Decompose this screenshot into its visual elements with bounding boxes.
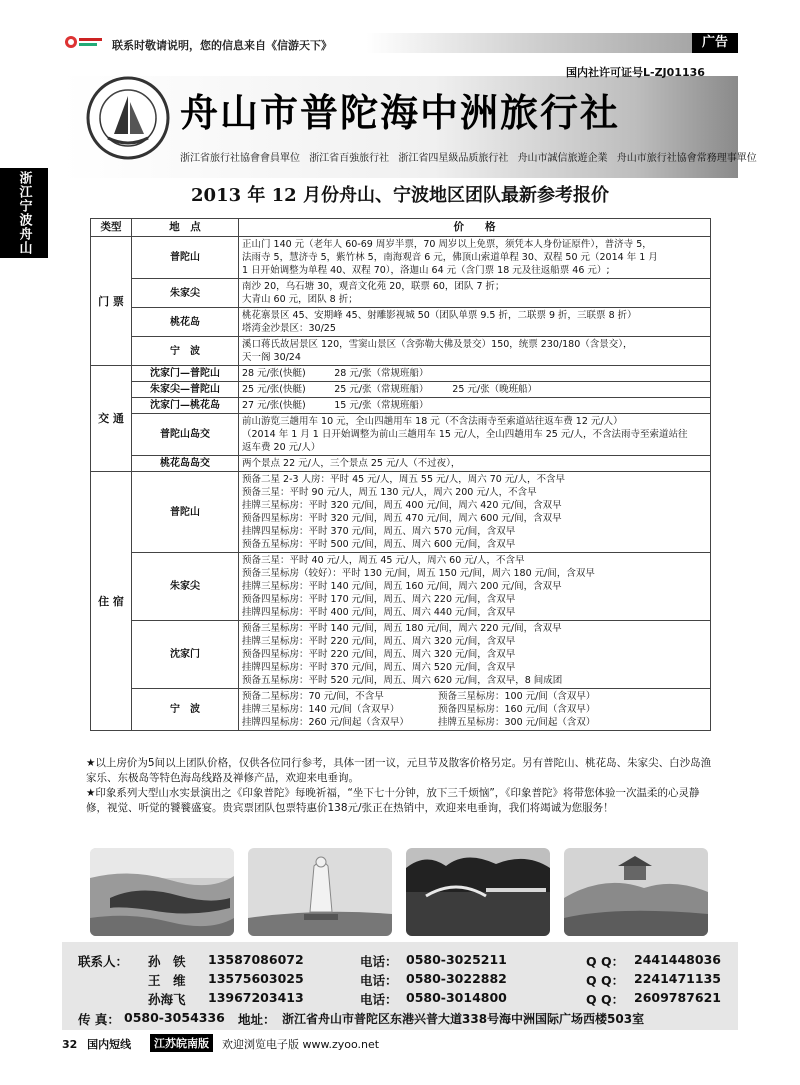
category-cell: 门 票 <box>91 237 132 366</box>
header-type: 类型 <box>91 219 132 237</box>
location-cell: 桃花岛岛交 <box>132 456 239 472</box>
price-line: 27 元/张(快艇) 15 元/张（常规班船） <box>242 400 429 411</box>
location-cell: 普陀山 <box>132 237 239 279</box>
price-cell <box>239 237 711 279</box>
table-row <box>91 621 711 689</box>
phone-label: 电话： <box>360 954 398 969</box>
table-row <box>91 382 711 398</box>
publication-logo <box>64 34 104 50</box>
price-line: 塔湾金沙景区：30/25 <box>242 323 336 334</box>
price-cell <box>239 472 711 553</box>
contact-qq: 2609787621 <box>634 990 721 1005</box>
photo-bridge-lake <box>406 848 550 936</box>
table-row <box>91 553 711 621</box>
company-name: 舟山市普陀海中洲旅行社 <box>180 90 621 135</box>
price-cell <box>239 398 711 414</box>
location-cell: 普陀山 <box>132 472 239 553</box>
price-line: 预备三星：平时 90 元/人，周五 130 元/人，周六 200 元/人，不含早 <box>242 487 537 498</box>
location-cell: 普陀山岛交 <box>132 414 239 456</box>
contact-qq: 2241471135 <box>634 971 721 986</box>
table-row <box>91 472 711 553</box>
note-paragraph: ★印象系列大型山水实景演出之《印象普陀》每晚祈福，“坐下七十分钟，放下三千烦恼”，《印象普陀》将带您体验一次温柔的心灵静修，视觉、听觉的饕餮盛宴。贵宾票团队包票特惠价138元/张正在热销中，欢迎来电垂询，我们将竭诚为您服务！ <box>86 787 700 814</box>
logo-mark-icon <box>64 34 104 50</box>
price-line: 预备四星标房：平时 320 元/间，周五 470 元/间，周六 600 元/间，含双早 <box>242 513 562 524</box>
price-line: 预备三星标房：平时 140 元/间，周五 180 元/间，周六 220 元/间，含双早 <box>242 623 562 634</box>
affiliation-item: 舟山市旅行社協會常務理事單位 <box>616 153 757 164</box>
affiliation-item: 浙江省百強旅行社 <box>309 153 390 164</box>
photo-strip <box>90 848 710 938</box>
contact-phone: 0580-3025211 <box>406 952 507 967</box>
photo-temple-hill <box>564 848 708 936</box>
affiliation-item: 浙江省旅行社協會會員單位 <box>180 153 300 164</box>
price-cell <box>239 279 711 308</box>
price-cell <box>239 621 711 689</box>
contact-mobile: 13587086072 <box>208 952 304 967</box>
page-footer <box>62 1036 131 1052</box>
qq-label: Q Q： <box>586 954 625 969</box>
table-row <box>91 237 711 279</box>
price-line: 前山游览三趟用车 10 元，全山四趟用车 18 元（不含法雨寺至索道站往返车费 12 元/人） <box>242 416 623 427</box>
notes <box>86 756 716 816</box>
price-line: 正山门 140 元（老年人 60-69 周岁半票，70 周岁以上免票，须凭本人身份证原件），普济寺 5， <box>242 239 652 250</box>
price-cell <box>239 414 711 456</box>
price-item: 预备四星标房：160 元/间（含双早） <box>438 704 596 715</box>
price-line: 挂牌三星标房：平时 320 元/间，周五 400 元/间，周六 420 元/间，含双早 <box>242 500 562 511</box>
phone-label: 电话： <box>360 973 398 988</box>
price-table <box>90 218 711 731</box>
price-cell <box>239 382 711 398</box>
price-item: 预备二星标房：70 元/间，不含早 <box>242 691 384 702</box>
contact-name: 王 维 <box>148 973 186 988</box>
price-line <box>242 690 707 703</box>
price-item: 挂牌五星标房：300 元/间起（含双） <box>438 717 596 728</box>
price-line: 预备五星标房：平时 520 元/间，周五、周六 620 元/间，含双早，8 间成团 <box>242 675 563 686</box>
license-number: 国内社许可证号L-ZJ01136 <box>566 66 705 79</box>
contact-phone: 0580-3022882 <box>406 971 507 986</box>
fax-label: 传 真： <box>78 1012 120 1027</box>
qq-label: Q Q： <box>586 992 625 1007</box>
ad-label: 广告 <box>692 33 738 53</box>
qq-label: Q Q： <box>586 973 625 988</box>
address: 浙江省舟山市普陀区东港兴普大道338号海中洲国际广场西楼503室 <box>282 1012 645 1026</box>
page-title: 2013 年 12 月份舟山、宁波地区团队最新参考报价 <box>191 185 609 206</box>
bridge-image <box>406 848 550 936</box>
contact-name: 孙海飞 <box>148 992 186 1007</box>
price-item: 挂牌三星标房：140 元/间（含双早） <box>242 704 400 715</box>
price-line: 两个景点 22 元/人，三个景点 25 元/人（不过夜）， <box>242 458 461 469</box>
contact-mobile: 13575603025 <box>208 971 304 986</box>
location-cell: 朱家尖 <box>132 279 239 308</box>
table-row <box>91 689 711 731</box>
table-row <box>91 337 711 366</box>
price-line: 挂牌三星标房：平时 220 元/间，周五、周六 320 元/间，含双早 <box>242 636 516 647</box>
header-location: 地 点 <box>132 219 239 237</box>
category-cell: 住 宿 <box>91 472 132 731</box>
table-row <box>91 398 711 414</box>
table-body <box>91 237 711 731</box>
price-cell <box>239 456 711 472</box>
price-cell <box>239 308 711 337</box>
region-tab: 浙江宁波舟山 <box>0 168 48 258</box>
temple-image <box>564 848 708 936</box>
price-line: 预备三星标房（较好）：平时 130 元/间，周五 150 元/间，周六 180 元/间，含双早 <box>242 568 595 579</box>
location-cell: 朱家尖—普陀山 <box>132 382 239 398</box>
coast-island-image <box>90 848 234 936</box>
price-line: 挂牌四星标房：平时 400 元/间，周五、周六 440 元/间，含双早 <box>242 607 516 618</box>
price-line: 南沙 20，乌石塘 30，观音文化苑 20，联票 60，团队 7 折； <box>242 281 505 292</box>
price-line: 返车费 20 元/人） <box>242 442 321 453</box>
price-line: 25 元/张(快艇) 25 元/张（常规班船） 25 元/张（晚班船） <box>242 384 538 395</box>
price-line: 预备四星标房：平时 220 元/间，周五、周六 320 元/间，含双早 <box>242 649 516 660</box>
fax-number: 0580-3054336 <box>124 1010 225 1025</box>
location-cell: 沈家门—普陀山 <box>132 366 239 382</box>
price-line: 28 元/张(快艇) 28 元/张（常规班船） <box>242 368 429 379</box>
note-paragraph: ★以上房价为5间以上团队价格，仅供各位同行参考，具体一团一议，元旦节及散客价格另定。另有普陀山、桃花岛、朱家尖、白沙岛渔家乐、东极岛等特色海岛线路及禅修产品，欢迎来电垂询。 <box>86 757 712 784</box>
price-line: 大青山 60 元，团队 8 折； <box>242 294 358 305</box>
company-emblem-icon <box>86 76 170 160</box>
table-row <box>91 366 711 382</box>
contact-mobile: 13967203413 <box>208 990 304 1005</box>
table-row <box>91 308 711 337</box>
affiliation-item: 浙江省四星級品质旅行社 <box>398 153 509 164</box>
header-price: 价 格 <box>239 219 711 237</box>
location-cell: 沈家门 <box>132 621 239 689</box>
price-line: 1 日开始调整为单程 40、双程 70），洛迦山 64 元（含门票 18 元及往返船票 46 元）; <box>242 265 610 276</box>
affiliation-item: 舟山市誠信旅遊企業 <box>517 153 608 164</box>
contact-qq: 2441448036 <box>634 952 721 967</box>
price-cell <box>239 366 711 382</box>
price-cell <box>239 337 711 366</box>
price-item: 预备三星标房：100 元/间（含双早） <box>438 691 596 702</box>
photo-guanyin-statue <box>248 848 392 936</box>
price-line: 预备三星：平时 40 元/人，周五 45 元/人，周六 60 元/人，不含早 <box>242 555 525 566</box>
address-label: 地址： <box>238 1012 276 1027</box>
table-row <box>91 456 711 472</box>
price-line: 挂牌四星标房：平时 370 元/间，周五、周六 520 元/间，含双早 <box>242 662 516 673</box>
price-line: 预备四星标房：平时 170 元/间，周五、周六 220 元/间，含双早 <box>242 594 516 605</box>
source-notice: 联系时敬请说明，您的信息来自《信游天下》 <box>112 39 332 52</box>
phone-label: 电话： <box>360 992 398 1007</box>
price-line: 预备二星 2-3 人房：平时 45 元/人，周五 55 元/人，周六 70 元/人，不含早 <box>242 474 566 485</box>
price-line: 挂牌四星标房：平时 370 元/间，周五、周六 570 元/间，含双早 <box>242 526 516 537</box>
photo-coastline <box>90 848 234 936</box>
page-number: 32 <box>62 1038 78 1051</box>
contact-phone: 0580-3014800 <box>406 990 507 1005</box>
table-row <box>91 414 711 456</box>
location-cell: 宁 波 <box>132 689 239 731</box>
price-line: 桃花寨景区 45、安期峰 45、射雕影视城 50（团队单票 9.5 折，二联票 9 折，三联票 8 折） <box>242 310 637 321</box>
price-cell <box>239 553 711 621</box>
website-link[interactable]: 欢迎浏览电子版 www.zyoo.net <box>222 1038 380 1051</box>
location-cell: 朱家尖 <box>132 553 239 621</box>
table-header-row <box>91 219 711 237</box>
price-line: 天一阁 30/24 <box>242 352 301 363</box>
affiliations <box>180 149 763 164</box>
category-cell: 交 通 <box>91 366 132 472</box>
location-cell: 宁 波 <box>132 337 239 366</box>
statue-image <box>248 848 392 936</box>
price-line: 挂牌三星标房：平时 140 元/间，周五 160 元/间，周六 200 元/间，含双早 <box>242 581 562 592</box>
price-line: （2014 年 1 月 1 日开始调整为前山三趟用车 15 元/人，全山四趟用车 25 元/人，不含法雨寺至索道站往 <box>242 429 688 440</box>
price-line <box>242 703 707 716</box>
edition-tag: 江苏皖南版 <box>150 1034 213 1052</box>
price-line: 法雨寺 5，慧济寺 5，紫竹林 5，南海观音 6 元，佛顶山索道单程 30、双程 50 元（2014 年 1 月 <box>242 252 658 263</box>
location-cell: 沈家门—桃花岛 <box>132 398 239 414</box>
price-item: 挂牌四星标房：260 元/间起（含双早） <box>242 717 409 728</box>
price-line: 预备五星标房：平时 500 元/间，周五、周六 600 元/间，含双早 <box>242 539 516 550</box>
price-cell <box>239 689 711 731</box>
contact-name: 孙 铁 <box>148 954 186 969</box>
section-name: 国内短线 <box>87 1038 132 1051</box>
price-line: 溪口蒋氏故居景区 120，雪窦山景区（含弥勒大佛及景交）150，统票 230/180（含景交）， <box>242 339 633 350</box>
location-cell: 桃花岛 <box>132 308 239 337</box>
price-line <box>242 716 707 729</box>
table-row <box>91 279 711 308</box>
contact-label: 联系人： <box>78 954 129 969</box>
